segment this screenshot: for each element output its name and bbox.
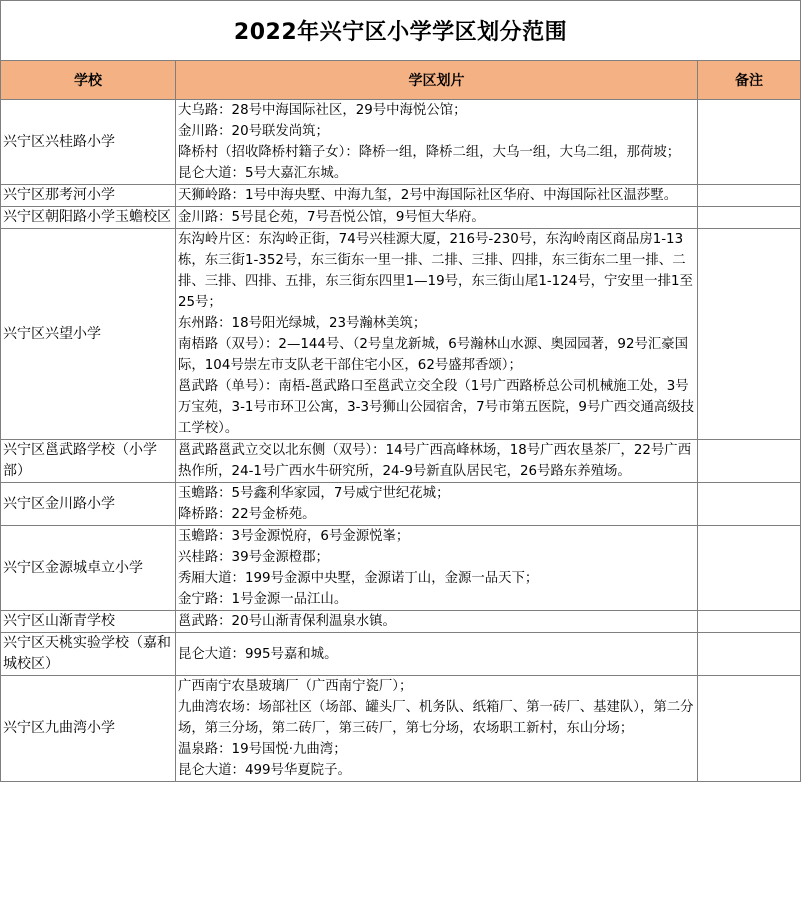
area-line: 降桥路：22号金桥苑。 (178, 507, 316, 522)
table-row (1, 100, 801, 185)
header-row (1, 61, 801, 100)
area-line: 昆仑大道：5号大嘉汇东城。 (178, 166, 348, 181)
title-row (1, 1, 801, 61)
page-title: 2022年兴宁区小学学区划分范围 (1, 1, 801, 61)
note-cell (698, 483, 801, 526)
note-cell (698, 229, 801, 440)
area-line: 降桥村（招收降桥村籍子女）：降桥一组，降桥二组，大乌一组，大乌二组，那荷坡； (178, 145, 681, 160)
area-line: 玉蟾路：5号鑫利华家园，7号威宁世纪花城； (178, 486, 450, 501)
table-row (1, 526, 801, 611)
area-line: 邕武路邕武立交以北东侧（双号）：14号广西高峰林场，18号广西农垦茶厂，22号广西热作所，24-1号广西水牛研究所，24-9号新直队居民宅，26号路东养殖场。 (178, 443, 692, 479)
table-row (1, 483, 801, 526)
note-cell (698, 633, 801, 676)
area-line: 秀厢大道：199号金源中央墅，金源诺丁山，金源一品天下； (178, 571, 539, 586)
district-area (176, 633, 698, 676)
district-area (176, 229, 698, 440)
note-cell (698, 207, 801, 229)
school-name: 兴宁区那考河小学 (1, 185, 176, 207)
area-line: 大乌路：28号中海国际社区，29号中海悦公馆； (178, 103, 467, 118)
area-line: 东沟岭片区：东沟岭正街，74号兴桂源大厦，216号-230号，东沟岭南区商品房1-13栋，东三街1-352号，东三街东一里一排、二排、三排、四排，东三街东二里一排、二排、三排、四排、五排，东三街东四里1—19号，东三街山尾1-124号，宁安里一排1至25号； (178, 232, 693, 310)
district-area (176, 100, 698, 185)
school-name: 兴宁区金川路小学 (1, 483, 176, 526)
note-cell (698, 611, 801, 633)
district-area (176, 207, 698, 229)
note-cell (698, 100, 801, 185)
school-name: 兴宁区兴桂路小学 (1, 100, 176, 185)
district-area (176, 526, 698, 611)
table-row (1, 229, 801, 440)
school-name: 兴宁区朝阳路小学玉蟾校区 (1, 207, 176, 229)
school-name: 兴宁区天桃实验学校（嘉和城校区） (1, 633, 176, 676)
school-name: 兴宁区邕武路学校（小学部） (1, 440, 176, 483)
area-line: 温泉路：19号国悦·九曲湾； (178, 742, 347, 757)
table-row (1, 611, 801, 633)
table-row (1, 185, 801, 207)
area-line: 九曲湾农场：场部社区（场部、罐头厂、机务队、纸箱厂、第一砖厂、基建队），第二分场，第三分场，第二砖厂，第三砖厂，第七分场，农场职工新村，东山分场； (178, 700, 694, 736)
table-row (1, 207, 801, 229)
note-cell (698, 676, 801, 782)
area-line: 天狮岭路：1号中海央墅、中海九玺，2号中海国际社区华府、中海国际社区温莎墅。 (178, 188, 678, 203)
area-line: 南梧路（双号）：2—144号、（2号皇龙新城，6号瀚林山水源、奥园园著，92号汇豪国际，104号崇左市支队老干部住宅小区，62号盛邦香颂）； (178, 337, 689, 373)
school-name: 兴宁区金源城卓立小学 (1, 526, 176, 611)
district-area (176, 185, 698, 207)
area-line: 邕武路（单号）：南梧-邕武路口至邕武立交全段（1号广西路桥总公司机械施工处，3号万宝苑，3-1号市环卫公寓，3-3号狮山公园宿舍，7号市第五医院，9号广西交通高级技工学校）。 (178, 379, 695, 436)
area-line: 邕武路：20号山渐青保利温泉水镇。 (178, 614, 396, 629)
area-line: 金川路：5号昆仑苑，7号吾悦公馆，9号恒大华府。 (178, 210, 485, 225)
school-name: 兴宁区九曲湾小学 (1, 676, 176, 782)
table-row (1, 440, 801, 483)
area-line: 玉蟾路：3号金源悦府，6号金源悦峯； (178, 529, 410, 544)
area-line: 昆仑大道：995号嘉和城。 (178, 646, 338, 662)
table-row (1, 676, 801, 782)
district-area (176, 483, 698, 526)
area-line: 金川路：20号联发尚筑； (178, 124, 329, 139)
area-line: 金宁路：1号金源一品江山。 (178, 592, 348, 607)
table-row (1, 633, 801, 676)
header-area: 学区划片 (176, 61, 698, 100)
district-area (176, 611, 698, 633)
area-line: 广西南宁农垦玻璃厂（广西南宁瓷厂）； (178, 679, 413, 694)
note-cell (698, 185, 801, 207)
school-name: 兴宁区兴望小学 (1, 229, 176, 440)
note-cell (698, 526, 801, 611)
school-name: 兴宁区山渐青学校 (1, 611, 176, 633)
header-note: 备注 (698, 61, 801, 100)
area-line: 东州路：18号阳光绿城，23号瀚林美筑； (178, 316, 427, 331)
header-school: 学校 (1, 61, 176, 100)
area-line: 兴桂路：39号金源橙郡； (178, 550, 329, 565)
note-cell (698, 440, 801, 483)
district-area (176, 676, 698, 782)
area-line: 昆仑大道：499号华夏院子。 (178, 763, 351, 778)
district-area (176, 440, 698, 483)
